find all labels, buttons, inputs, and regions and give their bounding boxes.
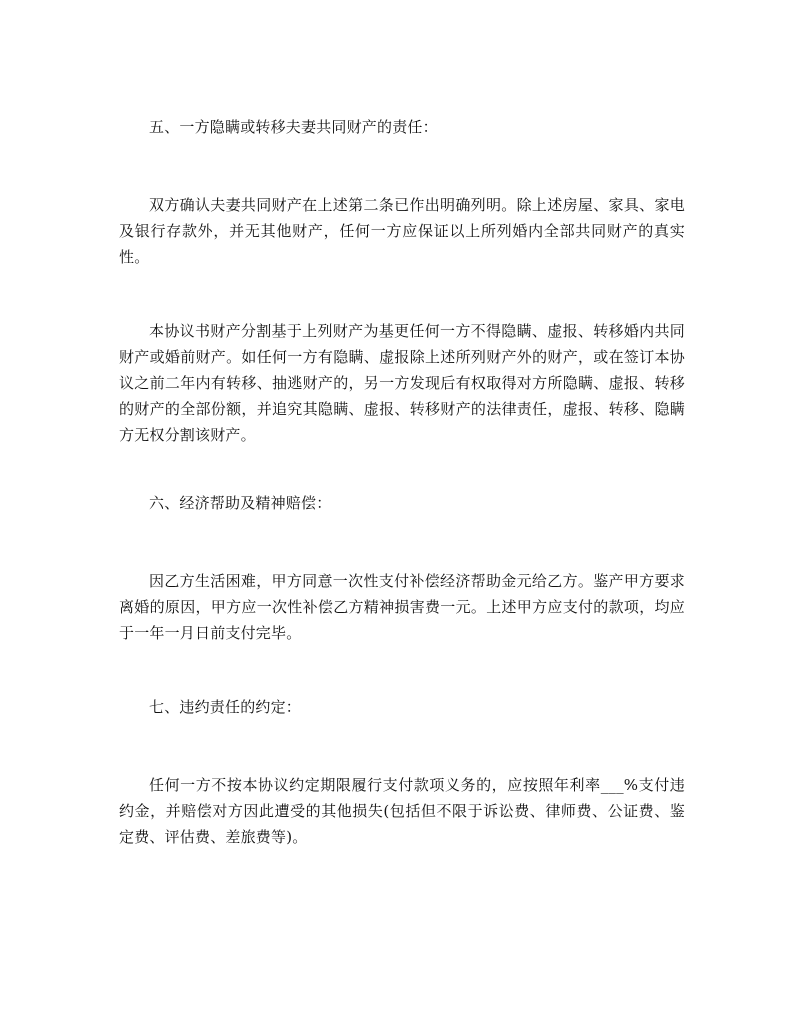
section-7-heading: 七、违约责任的约定： (149, 698, 302, 716)
section-5-heading: 五、一方隐瞒或转移夫妻共同财产的责任： (149, 118, 438, 136)
section-6-heading: 六、经济帮助及精神赔偿： (149, 494, 332, 512)
section-7-paragraph-1: 任何一方不按本协议约定期限履行支付款项义务的，应按照年利率___%支付违约金，并赔偿对方因此遭受的其他损失(包括但不限于诉讼费、律师费、公证费、鉴定费、评估费、差旅费等)。 (119, 776, 685, 846)
section-6-paragraph-1: 因乙方生活困难，甲方同意一次性支付补偿经济帮助金元给乙方。鉴产甲方要求离婚的原因，甲方应一次性补偿乙方精神损害费一元。上述甲方应支付的款项，均应于一年一月日前支付完毕。 (119, 572, 685, 642)
section-5-paragraph-2: 本协议书财产分割基于上列财产为基更任何一方不得隐瞒、虚报、转移婚内共同财产或婚前财产。如任何一方有隐瞒、虚报除上述所列财产外的财产，或在签订本协议之前二年内有转移、抽逃财产的，另一方发现后有权取得对方所隐瞒、虚报、转移的财产的全部份额，并追究其隐瞒、虚报、转移财产的法律责任，虚报、转移、隐瞒方无权分割该财产。 (119, 322, 685, 444)
section-5-paragraph-1: 双方确认夫妻共同财产在上述第二条已作出明确列明。除上述房屋、家具、家电及银行存款外，并无其他财产，任何一方应保证以上所列婚内全部共同财产的真实性。 (119, 196, 685, 266)
